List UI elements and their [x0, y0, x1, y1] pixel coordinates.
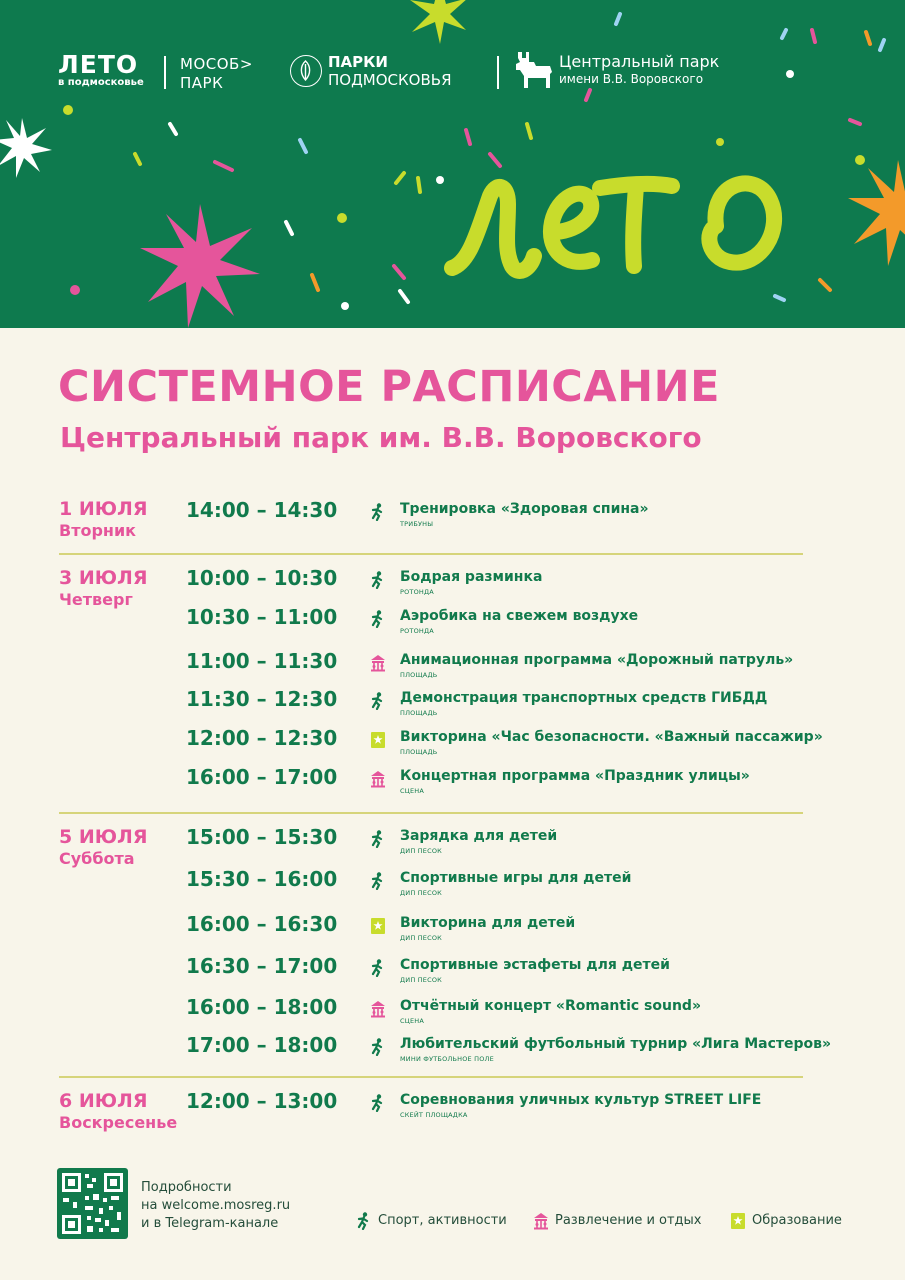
runner-icon	[356, 1212, 372, 1230]
day-separator	[59, 812, 803, 814]
event-time: 16:00 – 18:00	[186, 995, 338, 1019]
event-time: 17:00 – 18:00	[186, 1033, 338, 1057]
central-park-logo-line2: имени В.В. Воровского	[559, 72, 704, 86]
event-name: Концертная программа «Праздник улицы»	[400, 768, 750, 784]
day-weekday: Вторник	[59, 521, 137, 540]
runner-icon	[370, 503, 386, 521]
schedule-event	[0, 687, 905, 726]
orange-star-icon	[848, 160, 905, 266]
event-time: 15:30 – 16:00	[186, 867, 338, 891]
event-name: Бодрая разминка	[400, 569, 543, 585]
event-time: 12:00 – 13:00	[186, 1089, 338, 1113]
carousel-icon	[533, 1212, 549, 1230]
event-place: ДИП ПЕСОК	[400, 847, 442, 855]
event-place: МИНИ ФУТБОЛЬНОЕ ПОЛЕ	[400, 1055, 494, 1063]
moose-icon	[514, 50, 554, 92]
book-star-icon	[730, 1212, 746, 1230]
day-date: 6 ИЮЛЯ	[59, 1090, 148, 1112]
qr-code[interactable]	[57, 1168, 128, 1239]
event-place: ДИП ПЕСОК	[400, 934, 442, 942]
schedule-event	[0, 605, 905, 644]
day-date: 5 ИЮЛЯ	[59, 826, 148, 848]
page-subtitle: Центральный парк им. В.В. Воровского	[60, 421, 702, 454]
event-time: 11:00 – 11:30	[186, 649, 338, 673]
runner-icon	[370, 692, 386, 710]
schedule-event	[0, 912, 905, 951]
legend-label: Спорт, активности	[378, 1213, 507, 1228]
event-name: Любительский футбольный турнир «Лига Мастеров»	[400, 1036, 832, 1052]
leto-logo-sub: в подмосковье	[58, 77, 144, 88]
event-place: ПЛОЩАДЬ	[400, 671, 438, 679]
central-park-logo-line1: Центральный парк	[559, 52, 720, 71]
schedule-event	[0, 867, 905, 906]
schedule-event	[0, 954, 905, 993]
event-place: ПЛОЩАДЬ	[400, 748, 438, 756]
event-name: Тренировка «Здоровая спина»	[400, 501, 649, 517]
event-name: Анимационная программа «Дорожный патруль»	[400, 652, 794, 668]
event-time: 16:30 – 17:00	[186, 954, 338, 978]
event-time: 11:30 – 12:30	[186, 687, 338, 711]
runner-icon	[370, 872, 386, 890]
schedule-event	[0, 566, 905, 605]
parks-logo-line2: ПОДМОСКОВЬЯ	[328, 71, 452, 89]
mosobpark-logo-line1: МОСОБ>	[180, 55, 253, 73]
event-place: СКЕЙТ ПЛОЩАДКА	[400, 1111, 468, 1119]
event-place: СЦЕНА	[400, 1017, 425, 1025]
schedule-event	[0, 1033, 905, 1072]
runner-icon	[370, 959, 386, 977]
mosobpark-logo-line2: ПАРК	[180, 74, 224, 92]
day-weekday: Четверг	[59, 590, 133, 609]
runner-icon	[370, 1038, 386, 1056]
leto-logo	[58, 50, 144, 89]
event-time: 16:00 – 16:30	[186, 912, 338, 936]
schedule-event	[0, 649, 905, 688]
event-place: ДИП ПЕСОК	[400, 889, 442, 897]
carousel-icon	[370, 654, 386, 672]
event-name: Викторина «Час безопасности. «Важный пассажир»	[400, 729, 823, 745]
pink-star-icon	[140, 204, 260, 328]
white-star-icon	[0, 118, 52, 178]
event-name: Спортивные эстафеты для детей	[400, 957, 670, 973]
carousel-icon	[370, 770, 386, 788]
mosobpark-logo	[180, 55, 253, 93]
schedule-event	[0, 498, 905, 537]
day-separator	[59, 553, 803, 555]
schedule-event	[0, 765, 905, 804]
yellow-star-icon	[410, 0, 468, 44]
runner-icon	[370, 1094, 386, 1112]
event-name: Соревнования уличных культур STREET LIFE	[400, 1092, 762, 1108]
parks-logo-line1: ПАРКИ	[328, 53, 388, 71]
day-date: 1 ИЮЛЯ	[59, 498, 148, 520]
event-time: 14:00 – 14:30	[186, 498, 338, 522]
runner-icon	[370, 830, 386, 848]
footer-info-link[interactable]: на welcome.mosreg.ru	[141, 1198, 291, 1213]
event-name: Викторина для детей	[400, 915, 576, 931]
schedule-event	[0, 995, 905, 1034]
event-place: РОТОНДА	[400, 627, 434, 635]
event-time: 16:00 – 17:00	[186, 765, 338, 789]
book-star-icon	[370, 917, 386, 935]
day-date: 3 ИЮЛЯ	[59, 567, 148, 589]
footer-info-line: Подробности	[141, 1180, 232, 1195]
footer-info	[141, 1179, 290, 1233]
legend-label: Развлечение и отдых	[555, 1213, 702, 1228]
event-place: ПЛОЩАДЬ	[400, 709, 438, 717]
day-weekday: Воскресенье	[59, 1113, 178, 1132]
event-time: 15:00 – 15:30	[186, 825, 338, 849]
carousel-icon	[370, 1000, 386, 1018]
runner-icon	[370, 571, 386, 589]
day-weekday: Суббота	[59, 849, 135, 868]
book-star-icon	[370, 731, 386, 749]
day-separator	[59, 1076, 803, 1078]
event-name: Зарядка для детей	[400, 828, 558, 844]
leto-logo-main: ЛЕТО	[58, 50, 139, 79]
leaf-icon	[290, 55, 322, 87]
event-name: Аэробика на свежем воздухе	[400, 608, 639, 624]
leto-lettering	[452, 183, 774, 271]
event-time: 10:30 – 11:00	[186, 605, 338, 629]
event-time: 10:00 – 10:30	[186, 566, 338, 590]
event-name: Отчётный концерт «Romantic sound»	[400, 998, 701, 1014]
event-place: СЦЕНА	[400, 787, 425, 795]
event-time: 12:00 – 12:30	[186, 726, 338, 750]
header-banner	[0, 0, 905, 328]
event-place: ТРИБУНЫ	[400, 520, 434, 528]
event-place: ДИП ПЕСОК	[400, 976, 442, 984]
schedule-event	[0, 825, 905, 864]
schedule-event	[0, 726, 905, 765]
event-name: Демонстрация транспортных средств ГИБДД	[400, 690, 768, 706]
event-place: РОТОНДА	[400, 588, 434, 596]
event-name: Спортивные игры для детей	[400, 870, 632, 886]
footer-info-line: и в Telegram-канале	[141, 1216, 279, 1231]
legend-label: Образование	[752, 1213, 842, 1228]
logo-divider	[497, 56, 499, 89]
schedule-event	[0, 1089, 905, 1128]
page-title: СИСТЕМНОЕ РАСПИСАНИЕ	[58, 362, 720, 412]
runner-icon	[370, 610, 386, 628]
logo-divider	[164, 56, 166, 89]
